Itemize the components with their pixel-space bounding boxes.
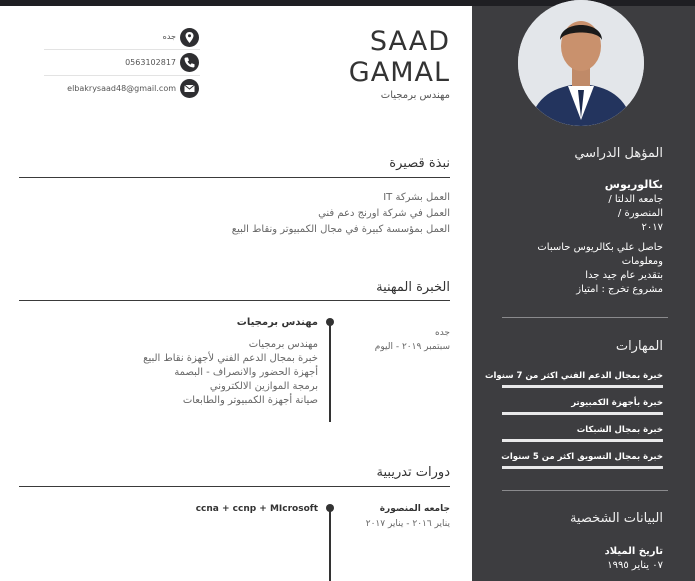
contact-phone: 0563102817 bbox=[125, 58, 176, 67]
location-icon bbox=[180, 28, 199, 47]
summary-line: العمل بشركة IT bbox=[383, 192, 450, 203]
experience-detail: صيانة أجهزة الكمبيوتر والطابعات bbox=[182, 395, 318, 406]
name-last: GAMAL bbox=[348, 57, 450, 88]
contact-divider bbox=[44, 75, 200, 76]
contact-divider bbox=[44, 49, 200, 50]
phone-icon bbox=[180, 53, 199, 72]
education-university-1: جامعه الدلتا / bbox=[608, 194, 663, 205]
section-divider bbox=[19, 486, 450, 487]
contact-location: جده bbox=[162, 32, 176, 41]
skill-label: خبرة بأجهزة الكمبيوتر bbox=[571, 398, 663, 408]
education-degree: بكالوريوس bbox=[604, 178, 663, 191]
personal-heading: البيانات الشخصية bbox=[569, 511, 663, 526]
summary-heading: نبذة قصيرة bbox=[389, 156, 450, 171]
skills-heading: المهارات bbox=[615, 339, 663, 354]
skill-label: خبرة بمجال الشبكات bbox=[576, 425, 663, 435]
person-portrait-icon bbox=[518, 0, 644, 126]
email-icon bbox=[180, 79, 199, 98]
experience-detail: خبرة بمجال الدعم الفني لأجهزة نقاط البيع bbox=[143, 353, 318, 364]
timeline-dot bbox=[326, 504, 334, 512]
education-grade: بتقدير عام جيد جدا bbox=[585, 270, 663, 281]
experience-location: جده bbox=[434, 328, 450, 338]
job-title: مهندس برمجيات bbox=[380, 90, 450, 101]
profile-photo bbox=[518, 0, 644, 126]
timeline-line bbox=[329, 508, 331, 581]
course-institution: جامعه المنصورة bbox=[379, 504, 450, 514]
skill-bar bbox=[502, 412, 663, 415]
birth-value: ٠٧ يناير ١٩٩٥ bbox=[607, 560, 663, 571]
skill-label: خبرة بمجال التسويق اكثر من 5 سنوات bbox=[501, 452, 663, 462]
education-note-1: حاصل علي بكالريوس حاسبات bbox=[537, 242, 663, 253]
section-divider bbox=[19, 300, 450, 301]
experience-detail: مهندس برمجيات bbox=[248, 339, 318, 350]
education-heading: المؤهل الدراسي bbox=[574, 146, 663, 161]
experience-detail: أجهزة الحضور والانصراف - البصمة bbox=[174, 367, 318, 378]
timeline-dot bbox=[326, 318, 334, 326]
section-divider bbox=[19, 177, 450, 178]
timeline-line bbox=[329, 322, 331, 422]
birth-label: تاريخ الميلاد bbox=[604, 546, 663, 557]
education-year: ٢٠١٧ bbox=[641, 222, 663, 233]
summary-line: العمل في شركة اورنج دعم فني bbox=[318, 208, 450, 219]
experience-detail: برمجة الموازين الالكتروني bbox=[209, 381, 318, 392]
summary-line: العمل بمؤسسة كبيرة في مجال الكمبيوتر ونقاط البيع bbox=[231, 224, 450, 235]
education-project: مشروع تخرج : امتياز bbox=[576, 284, 663, 295]
sidebar-divider bbox=[502, 490, 668, 491]
education-note-2: ومعلومات bbox=[621, 256, 663, 267]
skill-bar bbox=[502, 466, 663, 469]
skill-label: خبرة بمجال الدعم الفني اكثر من 7 سنوات bbox=[484, 371, 663, 381]
education-university-2: المنصورة / bbox=[617, 208, 663, 219]
course-title: ccna + ccnp + MIcrosoft bbox=[195, 504, 318, 514]
sidebar-divider bbox=[502, 317, 668, 318]
experience-role: مهندس برمجيات bbox=[236, 317, 318, 328]
experience-heading: الخبرة المهنية bbox=[376, 280, 450, 295]
courses-heading: دورات تدريبية bbox=[376, 465, 450, 480]
experience-date: سبتمبر ٢٠١٩ - اليوم bbox=[374, 342, 450, 352]
skill-bar bbox=[502, 439, 663, 442]
name-first: SAAD bbox=[369, 26, 450, 57]
contact-email: elbakrysaad48@gmail.com bbox=[67, 84, 176, 93]
course-date: يناير ٢٠١٦ - يناير ٢٠١٧ bbox=[365, 519, 450, 529]
skill-bar bbox=[502, 385, 663, 388]
